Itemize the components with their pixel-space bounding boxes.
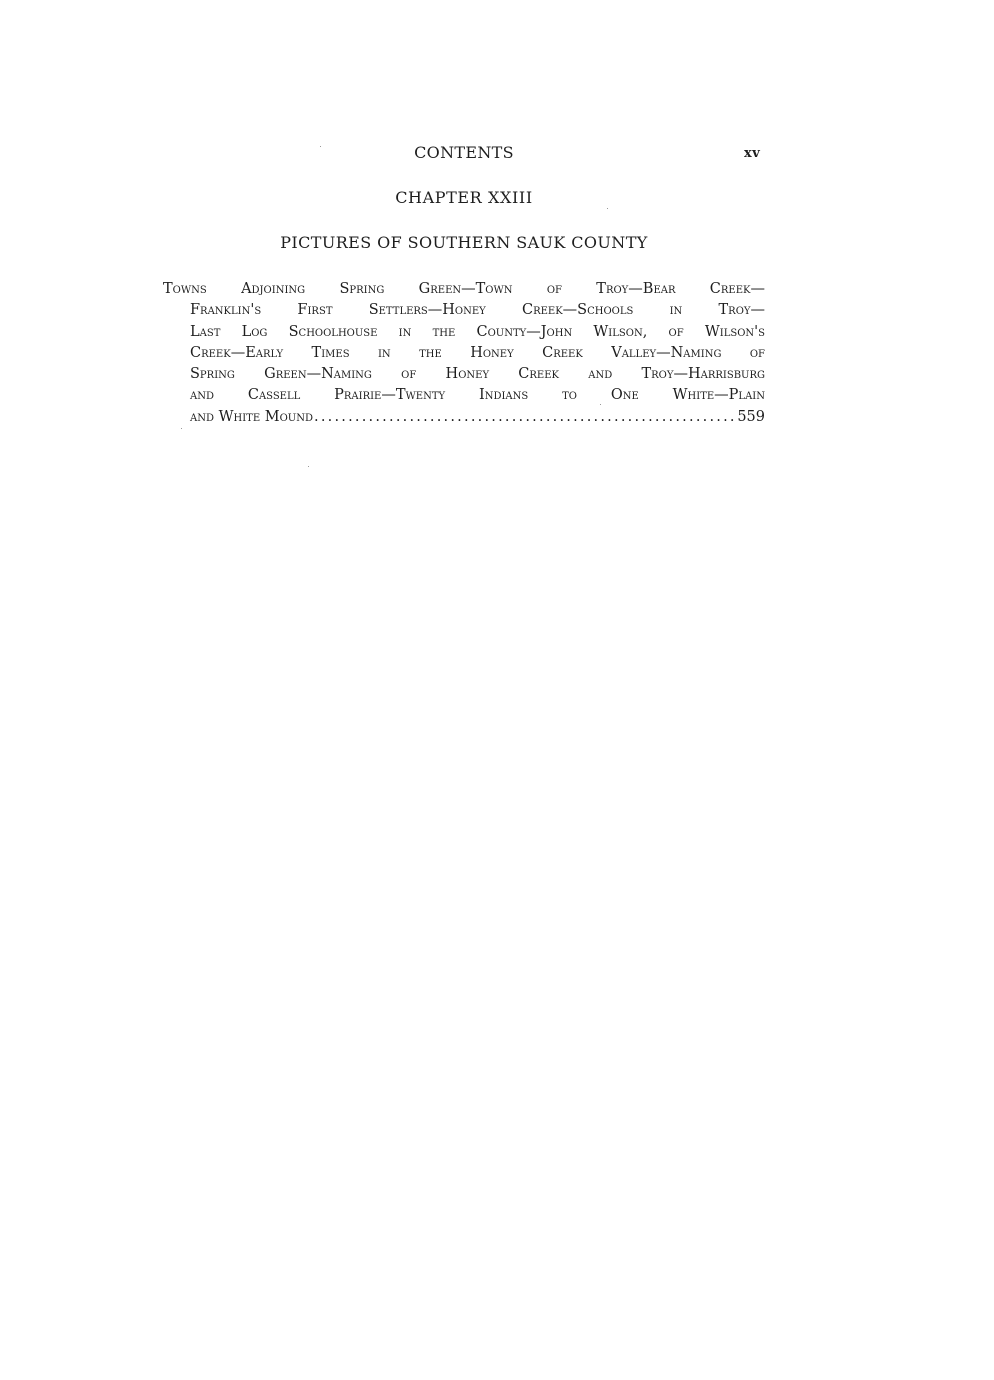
chapter-summary [163, 279, 765, 428]
summary-line: Franklin's First Settlers—Honey Creek—Schools in Troy— [190, 302, 765, 319]
chapter-title: PICTURES OF SOUTHERN SAUK COUNTY [280, 233, 648, 252]
summary-line: and Cassell Prairie—Twenty Indians to One White—Plain [190, 387, 765, 404]
page-number: xv [744, 146, 761, 161]
scan-speck [600, 404, 601, 405]
scan-speck [607, 208, 608, 209]
summary-line: Spring Green—Naming of Honey Creek and Troy—Harrisburg [190, 366, 765, 383]
dot-leader [314, 407, 736, 428]
running-head [0, 143, 994, 167]
summary-line: Last Log Schoolhouse in the County—John Wilson, of Wilson's [190, 323, 765, 340]
page-reference: 559 [737, 408, 765, 425]
summary-line: Towns Adjoining Spring Green—Town of Troy—Bear Creek— [163, 281, 765, 297]
summary-line: Creek—Early Times in the Honey Creek Valley—Naming of [190, 344, 765, 361]
scan-speck [181, 428, 182, 429]
scan-speck [320, 146, 321, 147]
summary-line: and White Mound [190, 408, 313, 425]
scan-speck [308, 466, 309, 467]
chapter-number: CHAPTER XXIII [395, 188, 533, 207]
running-title: CONTENTS [414, 143, 514, 162]
summary-last-line [190, 407, 765, 428]
